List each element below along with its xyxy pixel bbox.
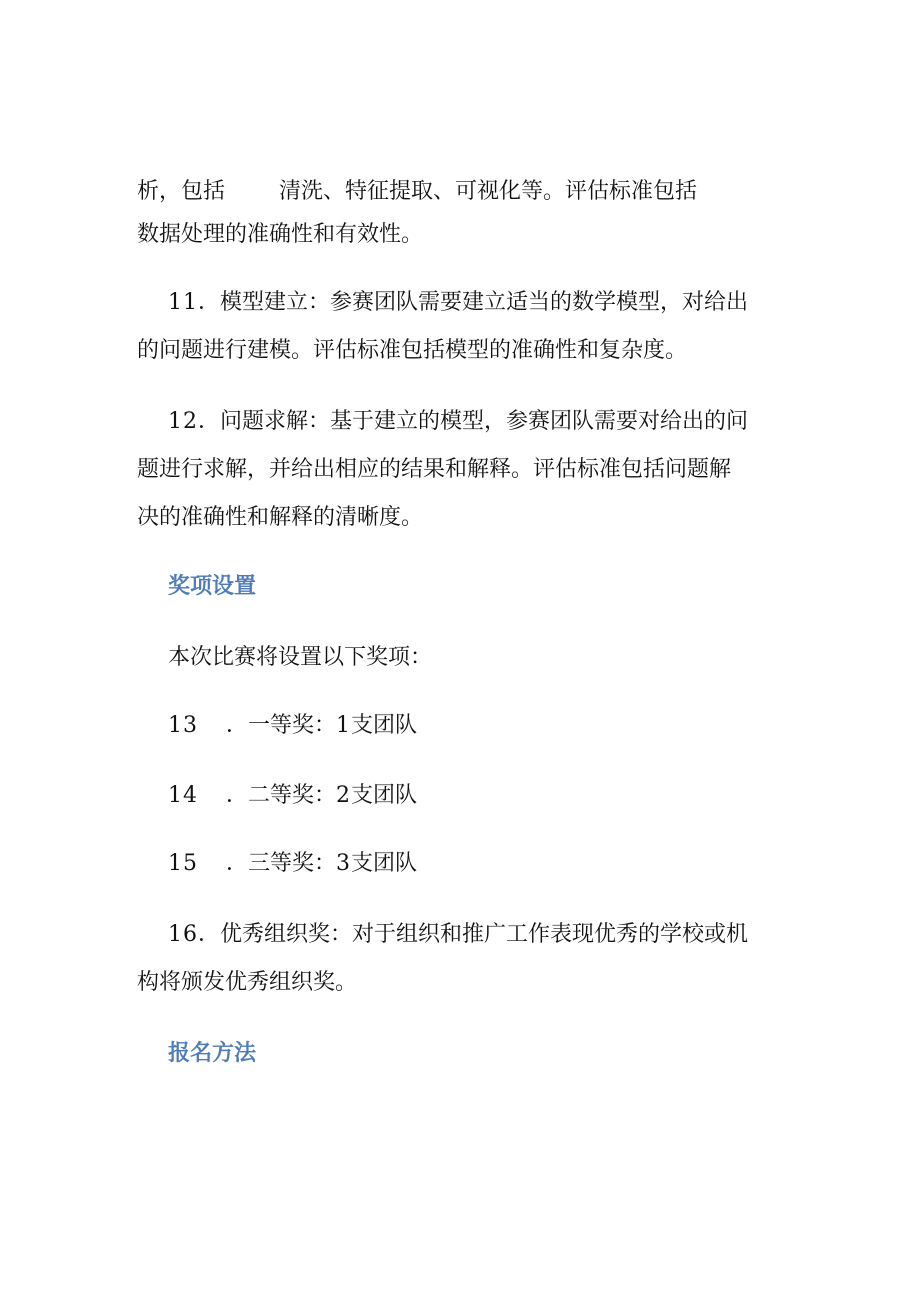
item-number: 12 (168, 409, 198, 434)
section-heading-awards: 奖项设置 (168, 574, 257, 599)
item-unit: 支团队 (351, 713, 418, 738)
item-label: ．二等奖： (226, 783, 337, 808)
text-fragment: 清洗、特征提取、可视化等。评估标准包括 (279, 179, 698, 204)
item-label: ．三等奖： (226, 851, 337, 876)
item-count: 1 (336, 713, 352, 738)
item-number: 11 (168, 290, 198, 315)
item-text: ．模型建立：参赛团队需要建立适当的数学模型，对给出 (198, 290, 749, 315)
list-item-12 (168, 407, 748, 437)
item-unit: 支团队 (351, 851, 418, 876)
list-item-13 (168, 711, 417, 741)
item-count: 3 (336, 851, 352, 876)
paragraph-line: 题进行求解，并给出相应的结果和解释。评估标准包括问题解 (137, 457, 732, 482)
item-label: ．一等奖： (226, 713, 337, 738)
paragraph-line: 的问题进行建模。评估标准包括模型的准确性和复杂度。 (137, 338, 688, 363)
section-heading-registration: 报名方法 (168, 1041, 257, 1066)
item-count: 2 (336, 783, 352, 808)
list-item-16 (168, 920, 748, 950)
paragraph-line (137, 177, 697, 207)
item-number: 16 (168, 922, 198, 947)
item-number: 15 (168, 851, 198, 876)
item-unit: 支团队 (351, 783, 418, 808)
paragraph-line: 本次比赛将设置以下奖项： (168, 645, 433, 670)
list-item-11 (168, 288, 748, 318)
paragraph-line: 构将颁发优秀组织奖。 (137, 970, 358, 995)
list-item-14 (168, 781, 417, 811)
list-item-15 (168, 849, 417, 879)
paragraph-line: 决的准确性和解释的清晰度。 (137, 505, 424, 530)
paragraph-line: 数据处理的准确性和有效性。 (137, 222, 424, 247)
item-text: ．优秀组织奖：对于组织和推广工作表现优秀的学校或机 (198, 922, 749, 947)
item-number: 13 (168, 713, 198, 738)
item-text: ．问题求解：基于建立的模型，参赛团队需要对给出的问 (198, 409, 749, 434)
text-fragment: 析，包括 (137, 179, 226, 204)
item-number: 14 (168, 783, 198, 808)
